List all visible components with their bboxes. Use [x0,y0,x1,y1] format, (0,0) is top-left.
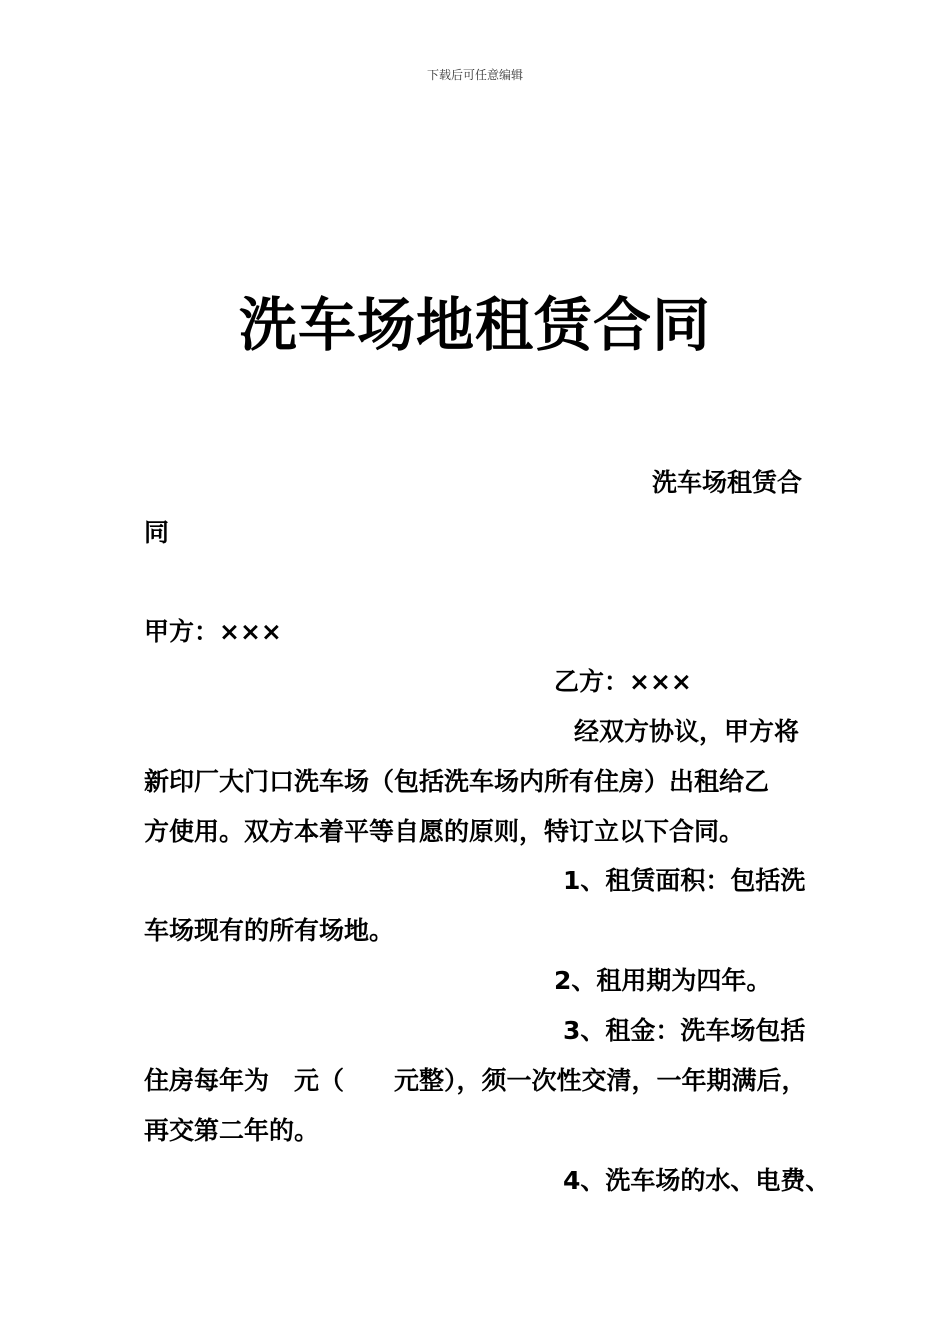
clause-1-line-1: 1、租赁面积：包括洗 [563,866,806,895]
document-title: 洗车场地租赁合同 [238,291,711,359]
header-note: 下载后可任意编辑 [426,68,523,82]
clause-2: 2、租用期为四年。 [554,966,772,995]
clause-3-line-3: 再交第二年的。 [144,1116,320,1145]
subtitle-line-2: 同 [144,518,170,547]
intro-line-2: 新印厂大门口洗车场（包括洗车场内所有住房）出租给乙 [144,767,770,796]
intro-line-3: 方使用。双方本着平等自愿的原则，特订立以下合同。 [144,817,745,846]
party-a: 甲方：××× [144,617,282,646]
clause-3-line-2: 住房每年为 元（ 元整），须一次性交清，一年期满后， [144,1066,807,1095]
subtitle-line-1: 洗车场租赁合 [652,468,803,497]
party-b: 乙方：××× [554,667,692,696]
clause-1-line-2: 车场现有的所有场地。 [144,916,395,945]
intro-line-1: 经双方协议，甲方将 [574,717,800,746]
clause-3-line-1: 3、租金：洗车场包括 [563,1016,806,1045]
clause-4-line-1: 4、洗车场的水、电费、 [563,1166,831,1195]
